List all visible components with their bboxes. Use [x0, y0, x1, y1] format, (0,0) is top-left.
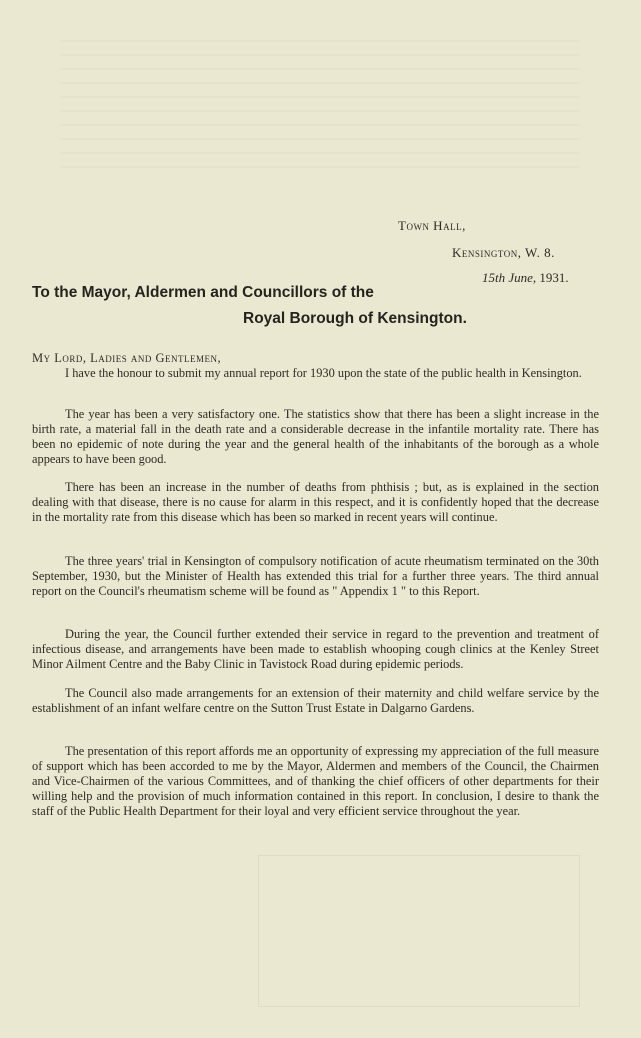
- paragraph-6: The Council also made arrangements for an extension of their maternity and child welfare service by the establishment of an infant welfare centre on the Sutton Trust Estate in Dalgarno Gardens.: [32, 686, 599, 716]
- reverse-side-bleed-through: [60, 40, 580, 180]
- paragraph-1: I have the honour to submit my annual report for 1930 upon the state of the public health in Kensington.: [65, 366, 582, 381]
- letter-date-year: 1931.: [539, 270, 569, 285]
- paragraph-4: The three years' trial in Kensington of compulsory notification of acute rheumatism terminated on the 30th September, 1930, but the Minister of Health has extended this trial for a further three years. The third annual report on the Council's rheumatism scheme will be found as " Appendix 1 " to this Report.: [32, 554, 599, 598]
- paragraph-2: The year has been a very satisfactory one. The statistics show that there has been a slight increase in the birth rate, a material fall in the death rate and a considerable decrease in the infantile mortality rate. There has been no epidemic of note during the year and the general health of the inhabitants of the borough as a whole appears to have been good.: [32, 407, 599, 466]
- reverse-side-table-bleed: [258, 855, 580, 1007]
- addressee-heading-line-2: Royal Borough of Kensington.: [243, 310, 467, 327]
- salutation: My Lord, Ladies and Gentlemen,: [32, 351, 222, 365]
- address-line-town-hall: Town Hall,: [398, 218, 466, 233]
- letter-date: [482, 270, 569, 286]
- paragraph-3: There has been an increase in the number of deaths from phthisis ; but, as is explained in the section dealing with that disease, there is no cause for alarm in this respect, and it is confidently hoped that the decrease in the mortality rate from this disease which has been so marked in recent years will continue.: [32, 480, 599, 524]
- letter-date-day: 15th June,: [482, 270, 537, 285]
- paragraph-7: The presentation of this report affords me an opportunity of expressing my appreciation of the full measure of support which has been accorded to me by the Mayor, Aldermen and members of the Council, the Chairmen and Vice-Chairmen of the various Committees, and of thanking the chief officers of other departments for their willing help and the provision of much information contained in this report. In conclusion, I desire to thank the staff of the Public Health Department for their loyal and very efficient service throughout the year.: [32, 744, 599, 818]
- addressee-heading-line-1: To the Mayor, Aldermen and Councillors of the: [32, 284, 374, 301]
- address-line-kensington: Kensington, W. 8.: [452, 245, 555, 260]
- paragraph-5: During the year, the Council further extended their service in regard to the prevention and treatment of infectious disease, and arrangements have been made to establish whooping cough clinics at the Kenley Street Minor Ailment Centre and the Baby Clinic in Tavistock Road during epidemic periods.: [32, 627, 599, 671]
